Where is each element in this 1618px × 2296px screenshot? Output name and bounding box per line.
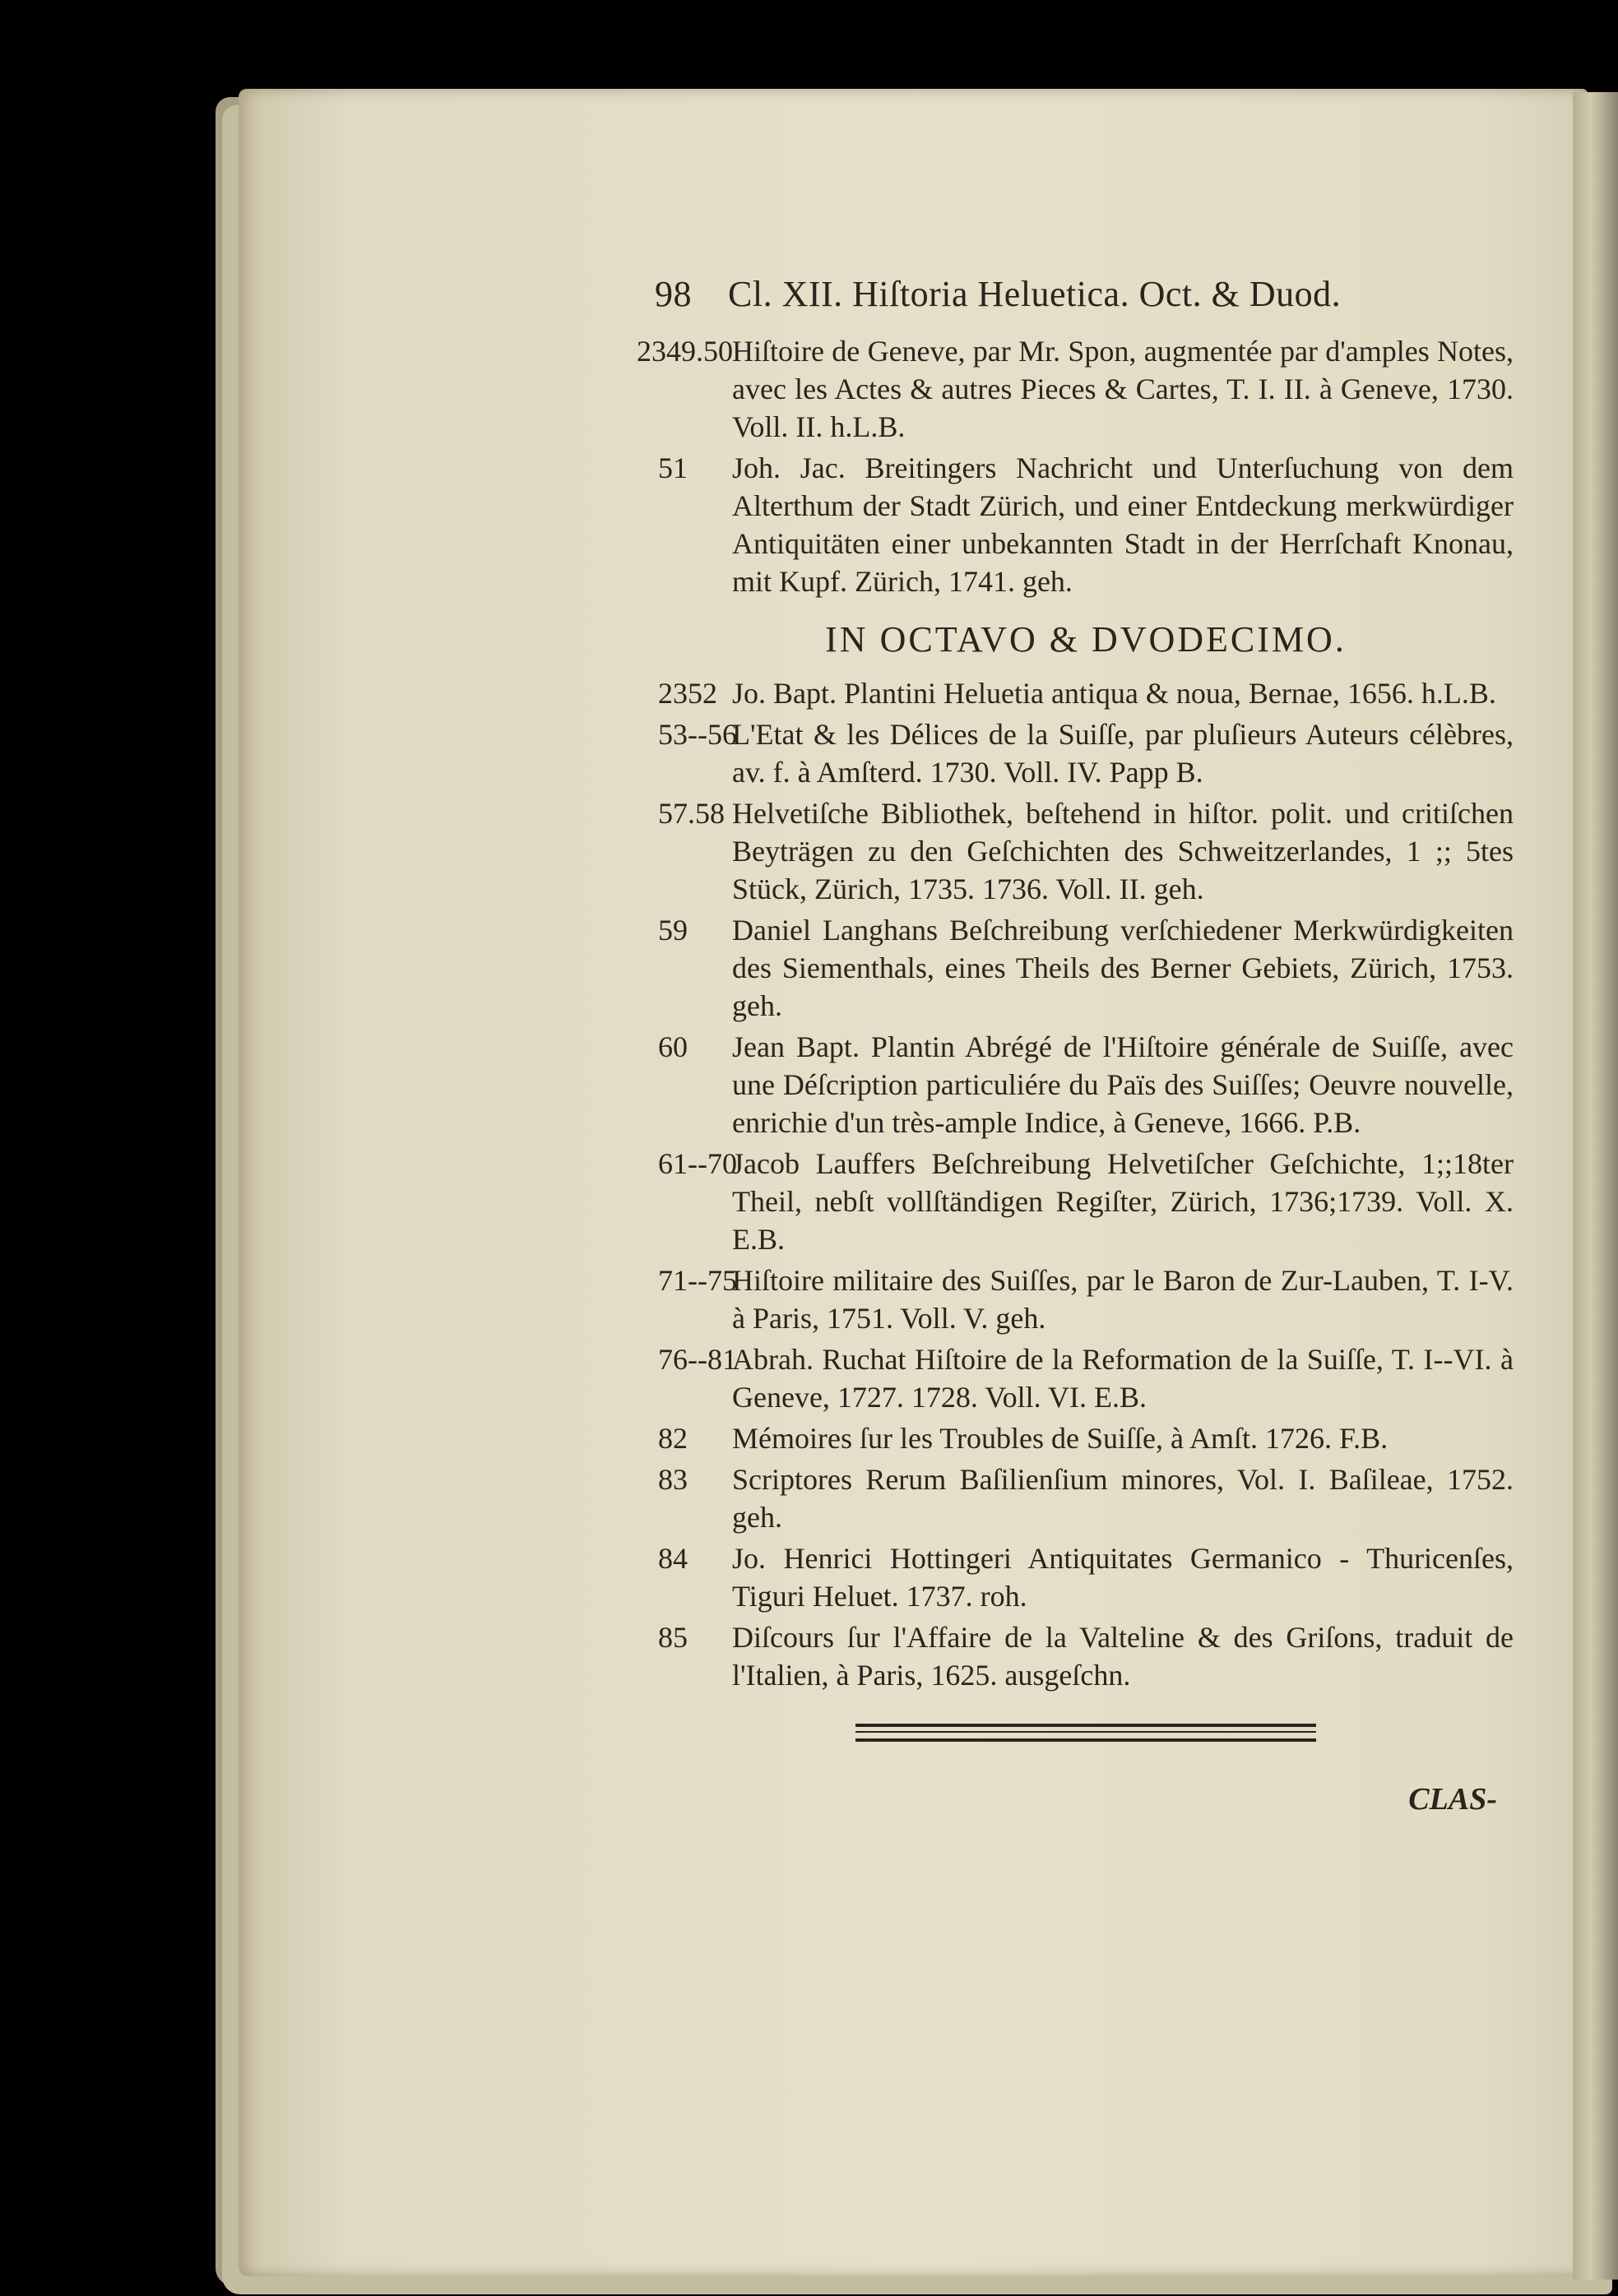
entry-number: 51 (658, 451, 688, 484)
section-heading: IN OCTAVO & DVODECIMO. (825, 619, 1347, 660)
entry-number: 76--81 (658, 1343, 737, 1376)
running-title: Cl. XII. Hiſtoria Heluetica. Oct. & Duod. (728, 274, 1342, 314)
entry-text: Abrah. Ruchat Hiſtoire de la Reformation de la Suiſſe, T. I--VI. à Geneve, 1727. 1728. Voll. VI. E.B. (732, 1343, 1514, 1414)
catchword: CLAS- (1408, 1782, 1497, 1817)
catalog-entry (658, 1618, 1514, 1694)
entry-text: Jo. Bapt. Plantini Heluetia antiqua & noua, Bernae, 1656. h.L.B. (732, 677, 1496, 710)
entry-text: Jacob Lauffers Beſchreibung Helvetiſcher Geſchichte, 1;;18ter Theil, nebſt vollſtändigen Regiſter, Zürich, 1736;1739. Voll. X. E.B. (732, 1147, 1514, 1256)
catalog-entry (658, 794, 1514, 908)
catalog-entry (658, 1261, 1514, 1337)
entry-text: Hiſtoire militaire des Suiſſes, par le Baron de Zur-Lauben, T. I-V. à Paris, 1751. Voll. V. geh. (732, 1264, 1514, 1335)
entry-text: Joh. Jac. Breitingers Nachricht und Unterſuchung von dem Alterthum der Stadt Zürich, und einer Entdeckung merkwürdiger Antiquitäten einer unbekannten Stadt in der Herrſchaft Knonau, mit Kupf. Zürich, 1741. geh. (732, 451, 1514, 598)
catalog-entry (658, 1419, 1514, 1457)
catalog-text-block (637, 271, 1514, 1817)
entry-number: 84 (658, 1542, 688, 1575)
catalog-entry (658, 911, 1514, 1025)
entry-text: Helvetiſche Bibliothek, beſtehend in hiſtor. polit. und critiſchen Beyträgen zu den Geſchichten des Schweitzerlandes, 1 ;; 5tes Stück, Zürich, 1735. 1736. Voll. II. geh. (732, 797, 1514, 905)
entry-number: 61--70 (658, 1147, 737, 1180)
catalog-entry (658, 1340, 1514, 1416)
entry-number: 82 (658, 1422, 688, 1455)
section-end-rule (855, 1724, 1316, 1742)
entry-text: Scriptores Rerum Baſilienſium minores, Vol. I. Baſileae, 1752. geh. (732, 1463, 1514, 1534)
entry-text: Daniel Langhans Beſchreibung verſchiedener Merkwürdigkeiten des Siementhals, eines Theils des Berner Gebiets, Zürich, 1753. geh. (732, 914, 1514, 1022)
catalog-entry (637, 332, 1514, 446)
running-head (655, 271, 1514, 317)
entry-number: 83 (658, 1463, 688, 1496)
entry-text: Hiſtoire de Geneve, par Mr. Spon, augmentée par d'amples Notes, avec les Actes & autres Pieces & Cartes, T. I. II. à Geneve, 1730. Voll. II. h.L.B. (732, 335, 1514, 443)
catalog-entry (658, 1145, 1514, 1258)
entry-text: L'Etat & les Délices de la Suiſſe, par pluſieurs Auteurs célèbres, av. f. à Amſterd. 1730. Voll. IV. Papp B. (732, 718, 1514, 789)
catalog-entry (658, 1028, 1514, 1141)
catalog-entry (658, 449, 1514, 600)
entry-number: 59 (658, 914, 688, 947)
catalog-entry (658, 1539, 1514, 1615)
entry-number: 71--75 (658, 1264, 737, 1297)
page-number: 98 (655, 274, 692, 314)
entry-text: Jo. Henrici Hottingeri Antiquitates Germanico - Thuricenſes, Tiguri Heluet. 1737. roh. (732, 1542, 1514, 1613)
catalog-entry (658, 674, 1514, 712)
catalog-entry (658, 1460, 1514, 1536)
entry-number: 53--56 (658, 718, 737, 751)
entry-text: Mémoires ſur les Troubles de Suiſſe, à Amſt. 1726. F.B. (732, 1422, 1389, 1455)
entry-text: Diſcours ſur l'Affaire de la Valteline & des Griſons, traduit de l'Italien, à Paris, 1625. ausgeſchn. (732, 1621, 1514, 1692)
facing-page-edge (1573, 92, 1618, 2280)
entry-number: 2352 (658, 677, 717, 710)
entry-text: Jean Bapt. Plantin Abrégé de l'Hiſtoire générale de Suiſſe, avec une Déſcription particuliére du Païs des Suiſſes; Oeuvre nouvelle, enrichie d'un très-ample Indice, à Geneve, 1666. P.B. (732, 1030, 1514, 1139)
entry-number: 85 (658, 1621, 688, 1654)
catalog-entry (658, 715, 1514, 791)
entry-number: 2349.50 (637, 335, 733, 368)
entry-number: 57.58 (658, 797, 725, 830)
entry-number: 60 (658, 1030, 688, 1063)
